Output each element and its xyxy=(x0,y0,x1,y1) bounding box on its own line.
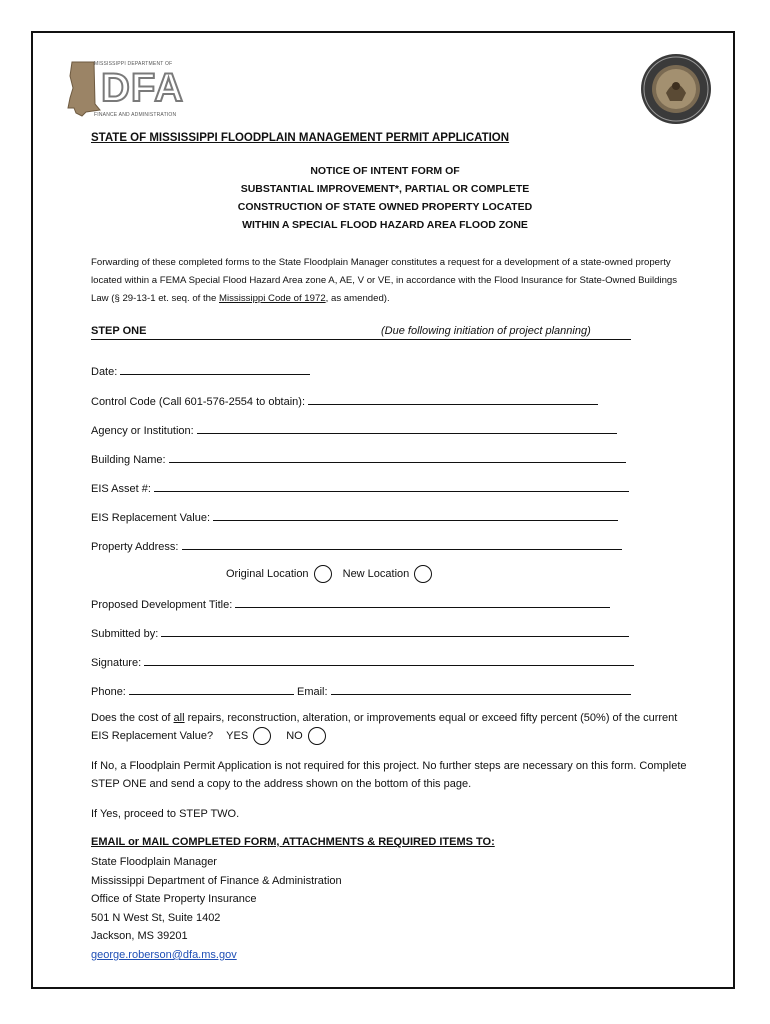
dfa-logo xyxy=(64,58,204,120)
contact-email-link[interactable]: george.roberson@dfa.ms.gov xyxy=(91,948,237,961)
if-yes-paragraph: If Yes, proceed to STEP TWO. xyxy=(91,808,240,820)
signature-label: Signature: xyxy=(91,657,142,669)
intro-text-end: , as amended). xyxy=(325,293,390,304)
eis-asset-input-line[interactable] xyxy=(154,480,629,492)
development-title-field xyxy=(91,596,610,612)
question-all-emphasis: all xyxy=(173,712,185,724)
mail-instructions-title: EMAIL or MAIL COMPLETED FORM, ATTACHMENTS & REQUIRED ITEMS TO: xyxy=(91,836,495,848)
address-line: 501 N West St, Suite 1402 xyxy=(91,911,221,924)
development-title-label: Proposed Development Title: xyxy=(91,599,233,611)
form-title: STATE OF MISSISSIPPI FLOODPLAIN MANAGEMENT PERMIT APPLICATION xyxy=(91,132,510,144)
original-location-radio[interactable] xyxy=(314,565,332,583)
address-line: Office of State Property Insurance xyxy=(91,893,257,906)
eis-replacement-value-field xyxy=(91,509,618,525)
property-address-label: Property Address: xyxy=(91,541,179,553)
phone-label: Phone: xyxy=(91,686,126,698)
control-code-label: Control Code (Call 601-576-2554 to obtain): xyxy=(91,396,306,408)
phone-email-field xyxy=(91,683,631,699)
notice-line: SUBSTANTIAL IMPROVEMENT*, PARTIAL OR COMPLETE xyxy=(240,183,530,195)
question-text-end: repairs, reconstruction, alteration, or improvements equal or exceed fifty percent (50%) of the current EIS Replacement Value? xyxy=(91,712,678,742)
original-location-label: Original Location xyxy=(226,567,309,580)
cost-question xyxy=(91,709,691,745)
control-code-field xyxy=(91,393,598,409)
logo-department-bottom: FINANCE AND ADMINISTRATION xyxy=(94,112,177,118)
date-label: Date: xyxy=(91,366,118,378)
intro-paragraph xyxy=(91,254,691,308)
notice-line: NOTICE OF INTENT FORM OF xyxy=(310,165,460,177)
email-label: Email: xyxy=(297,686,328,698)
address-line: Mississippi Department of Finance & Administration xyxy=(91,874,342,887)
development-title-input-line[interactable] xyxy=(235,596,610,608)
mississippi-state-icon xyxy=(64,58,104,118)
notice-line: CONSTRUCTION OF STATE OWNED PROPERTY LOCATED xyxy=(237,201,533,213)
no-radio[interactable] xyxy=(308,727,326,745)
building-name-field xyxy=(91,451,626,467)
step-one-due-note: (Due following initiation of project planning) xyxy=(381,325,591,337)
eis-asset-field xyxy=(91,480,629,496)
state-seal-icon xyxy=(640,53,712,125)
date-field xyxy=(91,363,310,379)
date-input-line[interactable] xyxy=(120,363,310,375)
signature-field xyxy=(91,654,634,670)
submitted-by-field xyxy=(91,625,629,641)
mailing-address xyxy=(91,853,342,965)
logo-department-top: MISSISSIPPI DEPARTMENT OF xyxy=(94,61,173,67)
yes-radio[interactable] xyxy=(253,727,271,745)
location-options xyxy=(226,565,436,583)
intro-text: Forwarding of these completed forms to the State Floodplain Manager constitutes a request for a development of a state-owned property located within a FEMA Special Flood Hazard Area zone A, AE, V or VE, in accordance with the Flood Insurance for State-Owned Buildings Law (§ 29-13-1 et. seq. of the xyxy=(91,257,678,304)
agency-input-line[interactable] xyxy=(197,422,617,434)
submitted-by-label: Submitted by: xyxy=(91,628,159,640)
property-address-field xyxy=(91,538,622,554)
notice-heading xyxy=(170,162,600,234)
new-location-radio[interactable] xyxy=(414,565,432,583)
building-name-label: Building Name: xyxy=(91,454,166,466)
if-no-paragraph: If No, a Floodplain Permit Application is not required for this project. No further steps are necessary on this form. Complete STEP ONE and send a copy to the address shown on the bottom of this page. xyxy=(91,760,687,790)
address-line: State Floodplain Manager xyxy=(91,856,217,868)
phone-input-line[interactable] xyxy=(129,683,294,695)
address-line: Jackson, MS 39201 xyxy=(91,930,188,943)
property-address-input-line[interactable] xyxy=(182,538,622,550)
logo-dfa-text: DFA xyxy=(101,66,184,110)
mississippi-code-reference: Mississippi Code of 1972 xyxy=(219,293,326,304)
eis-replacement-value-input-line[interactable] xyxy=(213,509,618,521)
notice-line: WITHIN A SPECIAL FLOOD HAZARD AREA FLOOD ZONE xyxy=(242,219,528,231)
agency-label: Agency or Institution: xyxy=(91,425,194,437)
agency-field xyxy=(91,422,617,438)
email-input-line[interactable] xyxy=(331,683,631,695)
new-location-label: New Location xyxy=(342,567,410,580)
yes-label: YES xyxy=(226,730,249,742)
control-code-input-line[interactable] xyxy=(308,393,598,405)
eis-asset-label: EIS Asset #: xyxy=(91,483,151,495)
building-name-input-line[interactable] xyxy=(169,451,626,463)
submitted-by-input-line[interactable] xyxy=(161,625,629,637)
step-one-label: STEP ONE xyxy=(91,325,147,337)
step-one-header xyxy=(91,325,631,340)
signature-input-line[interactable] xyxy=(144,654,634,666)
eis-replacement-value-label: EIS Replacement Value: xyxy=(91,512,211,524)
question-text: Does the cost of xyxy=(91,712,174,724)
no-label: NO xyxy=(286,730,303,742)
